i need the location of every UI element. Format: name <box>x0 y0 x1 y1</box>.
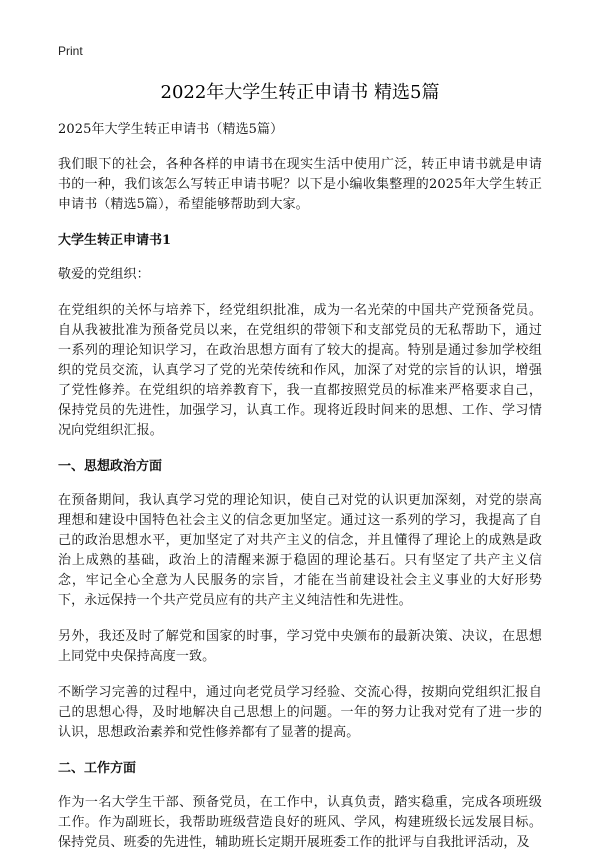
paragraph-2: 在预备期间，我认真学习党的理论知识，使自己对党的认识更加深刻，对党的崇高理想和建设中国特色社会主义的信念更加坚定。通过这一系列的学习，我提高了自己的政治思想水平，更加坚定了对共产主义的信念，并且懂得了理论上的成熟是政治上成熟的基础，政治上的清醒来源于稳固的理论基石。只有坚定了共产主义信念，牢记全心全意为人民服务的宗旨，才能在当前建设社会主义事业的大好形势下，永远保持一个共产党员应有的共产主义纯洁性和先进性。 <box>58 493 542 608</box>
print-link[interactable]: Print <box>58 44 83 58</box>
paragraph-3: 另外，我还及时了解党和国家的时事，学习党中央颁布的最新决策、决议，在思想上同党中央保持高度一致。 <box>58 629 542 664</box>
paragraph-5: 作为一名大学生干部、预备党员，在工作中，认真负责，踏实稳重，完成各项班级工作。作为副班长，我帮助班级营造良好的班风、学风，构建班级长远发展目标。保持党员、班委的先进性，辅助班长定期开展班委工作的批评与自我批评活动，及 <box>58 795 542 850</box>
salutation: 敬爱的党组织： <box>58 267 150 282</box>
intro-paragraph: 我们眼下的社会，各种各样的申请书在现实生活中使用广泛，转正申请书就是申请书的一种，我们该怎么写转正申请书呢？以下是小编收集整理的2025年大学生转正申请书（精选5篇），希望能够帮助到大家。 <box>58 157 542 212</box>
heading-politics: 一、思想政治方面 <box>58 459 163 474</box>
section-heading-1: 大学生转正申请书1 <box>58 233 172 248</box>
paragraph-4: 不断学习完善的过程中，通过向老党员学习经验、交流心得，按期向党组织汇报自己的思想心得，及时地解决自己思想上的问题。一年的努力让我对党有了进一步的认识，思想政治素养和党性修养都有了显著的提高。 <box>58 685 542 740</box>
document-body <box>58 120 542 853</box>
paragraph-1: 在党组织的关怀与培养下，经党组织批准，成为一名光荣的中国共产党预备党员。自从我被批准为预备党员以来，在党组织的带领下和支部党员的无私帮助下，通过一系列的理论知识学习，在政治思想方面有了较大的提高。特别是通过参加学校组织的党员交流，认真学习了党的光荣传统和作风，加深了对党的宗旨的认识，增强了党性修养。在党组织的培养教育下，我一直都按照党员的标准来严格要求自己，保持党员的先进性，加强学习，认真工作。现将近段时间来的思想、工作、学习情况向党组织汇报。 <box>58 303 542 438</box>
page-title: 2022年大学生转正申请书 精选5篇 <box>160 82 440 103</box>
heading-work: 二、工作方面 <box>58 761 137 776</box>
document-subtitle: 2025年大学生转正申请书（精选5篇） <box>58 122 284 137</box>
